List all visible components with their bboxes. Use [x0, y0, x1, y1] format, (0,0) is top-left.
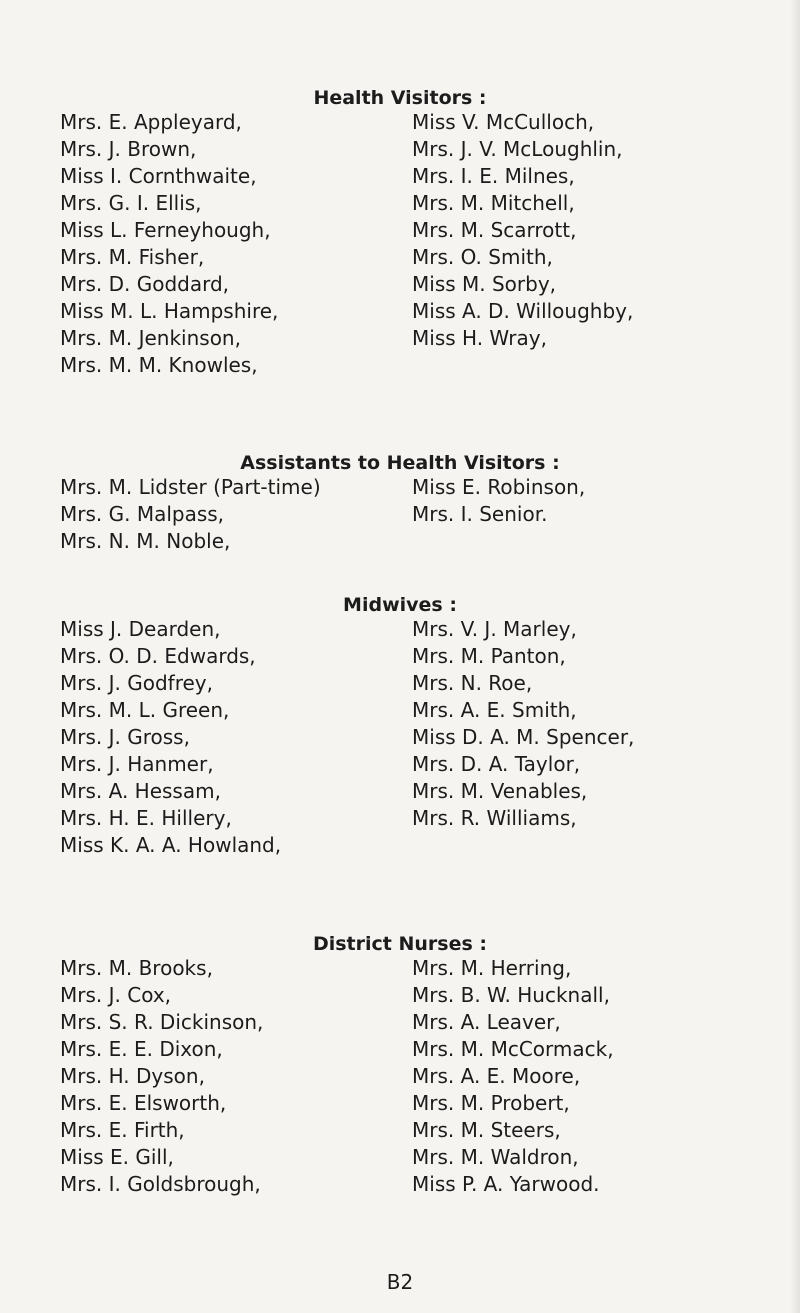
district-nurses-left-column	[60, 955, 263, 1198]
staff-name: Mrs. J. V. McLoughlin,	[412, 137, 623, 161]
staff-name: Mrs. E. Appleyard,	[60, 110, 242, 134]
staff-name: Miss H. Wray,	[412, 326, 547, 350]
staff-name: Mrs. G. I. Ellis,	[60, 191, 202, 215]
staff-name: Mrs. M. Waldron,	[412, 1145, 579, 1169]
staff-name: Mrs. M. Probert,	[412, 1091, 570, 1115]
staff-name: Miss J. Dearden,	[60, 617, 221, 641]
staff-name: Miss D. A. M. Spencer,	[412, 725, 635, 749]
staff-name: Mrs. E. E. Dixon,	[60, 1037, 223, 1061]
staff-name: Mrs. N. Roe,	[412, 671, 533, 695]
health-visitors-left-column	[60, 109, 278, 379]
staff-name: Mrs. M. M. Knowles,	[60, 353, 258, 377]
staff-name: Mrs. E. Elsworth,	[60, 1091, 227, 1115]
staff-name: Mrs. A. E. Smith,	[412, 698, 577, 722]
staff-name: Mrs. R. Williams,	[412, 806, 577, 830]
district-nurses-right-column	[412, 955, 614, 1198]
health-visitors-right-column	[412, 109, 633, 352]
staff-name: Mrs. D. Goddard,	[60, 272, 230, 296]
staff-name: Miss E. Robinson,	[412, 475, 586, 499]
staff-name: Mrs. H. E. Hillery,	[60, 806, 232, 830]
staff-name: Mrs. E. Firth,	[60, 1118, 185, 1142]
staff-name: Mrs. A. Hessam,	[60, 779, 221, 803]
page-edge-shadow	[790, 0, 800, 1313]
staff-name: Mrs. J. Cox,	[60, 983, 172, 1007]
staff-name: Mrs. A. E. Moore,	[412, 1064, 581, 1088]
assistants-left-column	[60, 474, 321, 555]
staff-name: Mrs. D. A. Taylor,	[412, 752, 581, 776]
staff-name: Mrs. J. Hanmer,	[60, 752, 214, 776]
staff-name: Mrs. V. J. Marley,	[412, 617, 577, 641]
staff-name: Mrs. N. M. Noble,	[60, 529, 231, 553]
staff-name: Mrs. O. Smith,	[412, 245, 553, 269]
staff-name: Mrs. I. Senior.	[412, 502, 548, 526]
midwives-right-column	[412, 616, 634, 832]
section-heading-health-visitors: Health Visitors :	[313, 87, 487, 109]
staff-name: Miss V. McCulloch,	[412, 110, 595, 134]
staff-name: Mrs. M. Brooks,	[60, 956, 213, 980]
staff-name: Miss M. Sorby,	[412, 272, 557, 296]
staff-name: Mrs. M. Scarrott,	[412, 218, 577, 242]
staff-name: Mrs. M. Mitchell,	[412, 191, 575, 215]
staff-name: Miss M. L. Hampshire,	[60, 299, 279, 323]
staff-name: Mrs. M. Venables,	[412, 779, 588, 803]
staff-name: Mrs. M. McCormack,	[412, 1037, 614, 1061]
staff-name: Miss E. Gill,	[60, 1145, 174, 1169]
staff-name: Mrs. I. Goldsbrough,	[60, 1172, 261, 1196]
staff-name: Mrs. M. Fisher,	[60, 245, 205, 269]
midwives-left-column	[60, 616, 281, 859]
staff-name: Mrs. J. Brown,	[60, 137, 197, 161]
staff-name: Miss L. Ferneyhough,	[60, 218, 271, 242]
staff-name: Mrs. M. Steers,	[412, 1118, 561, 1142]
staff-name: Mrs. S. R. Dickinson,	[60, 1010, 264, 1034]
staff-name: Mrs. B. W. Hucknall,	[412, 983, 610, 1007]
staff-name: Mrs. J. Gross,	[60, 725, 190, 749]
section-heading-midwives: Midwives :	[343, 594, 457, 616]
staff-name: Miss A. D. Willoughby,	[412, 299, 634, 323]
section-heading-district-nurses: District Nurses :	[312, 933, 488, 955]
staff-name: Mrs. M. Jenkinson,	[60, 326, 241, 350]
staff-name: Miss K. A. A. Howland,	[60, 833, 282, 857]
staff-name: Mrs. M. Panton,	[412, 644, 566, 668]
staff-name: Mrs. J. Godfrey,	[60, 671, 213, 695]
staff-name: Miss I. Cornthwaite,	[60, 164, 257, 188]
section-heading-assistants: Assistants to Health Visitors :	[240, 452, 560, 474]
assistants-right-column	[412, 474, 585, 528]
staff-name: Mrs. M. Lidster (Part-time)	[60, 475, 321, 499]
staff-name: Mrs. M. Herring,	[412, 956, 572, 980]
staff-name: Mrs. O. D. Edwards,	[60, 644, 256, 668]
staff-name: Mrs. M. L. Green,	[60, 698, 230, 722]
staff-name: Miss P. A. Yarwood.	[412, 1172, 600, 1196]
page-number: B2	[386, 1270, 414, 1294]
staff-name: Mrs. H. Dyson,	[60, 1064, 205, 1088]
staff-name: Mrs. I. E. Milnes,	[412, 164, 575, 188]
staff-name: Mrs. A. Leaver,	[412, 1010, 561, 1034]
staff-name: Mrs. G. Malpass,	[60, 502, 225, 526]
